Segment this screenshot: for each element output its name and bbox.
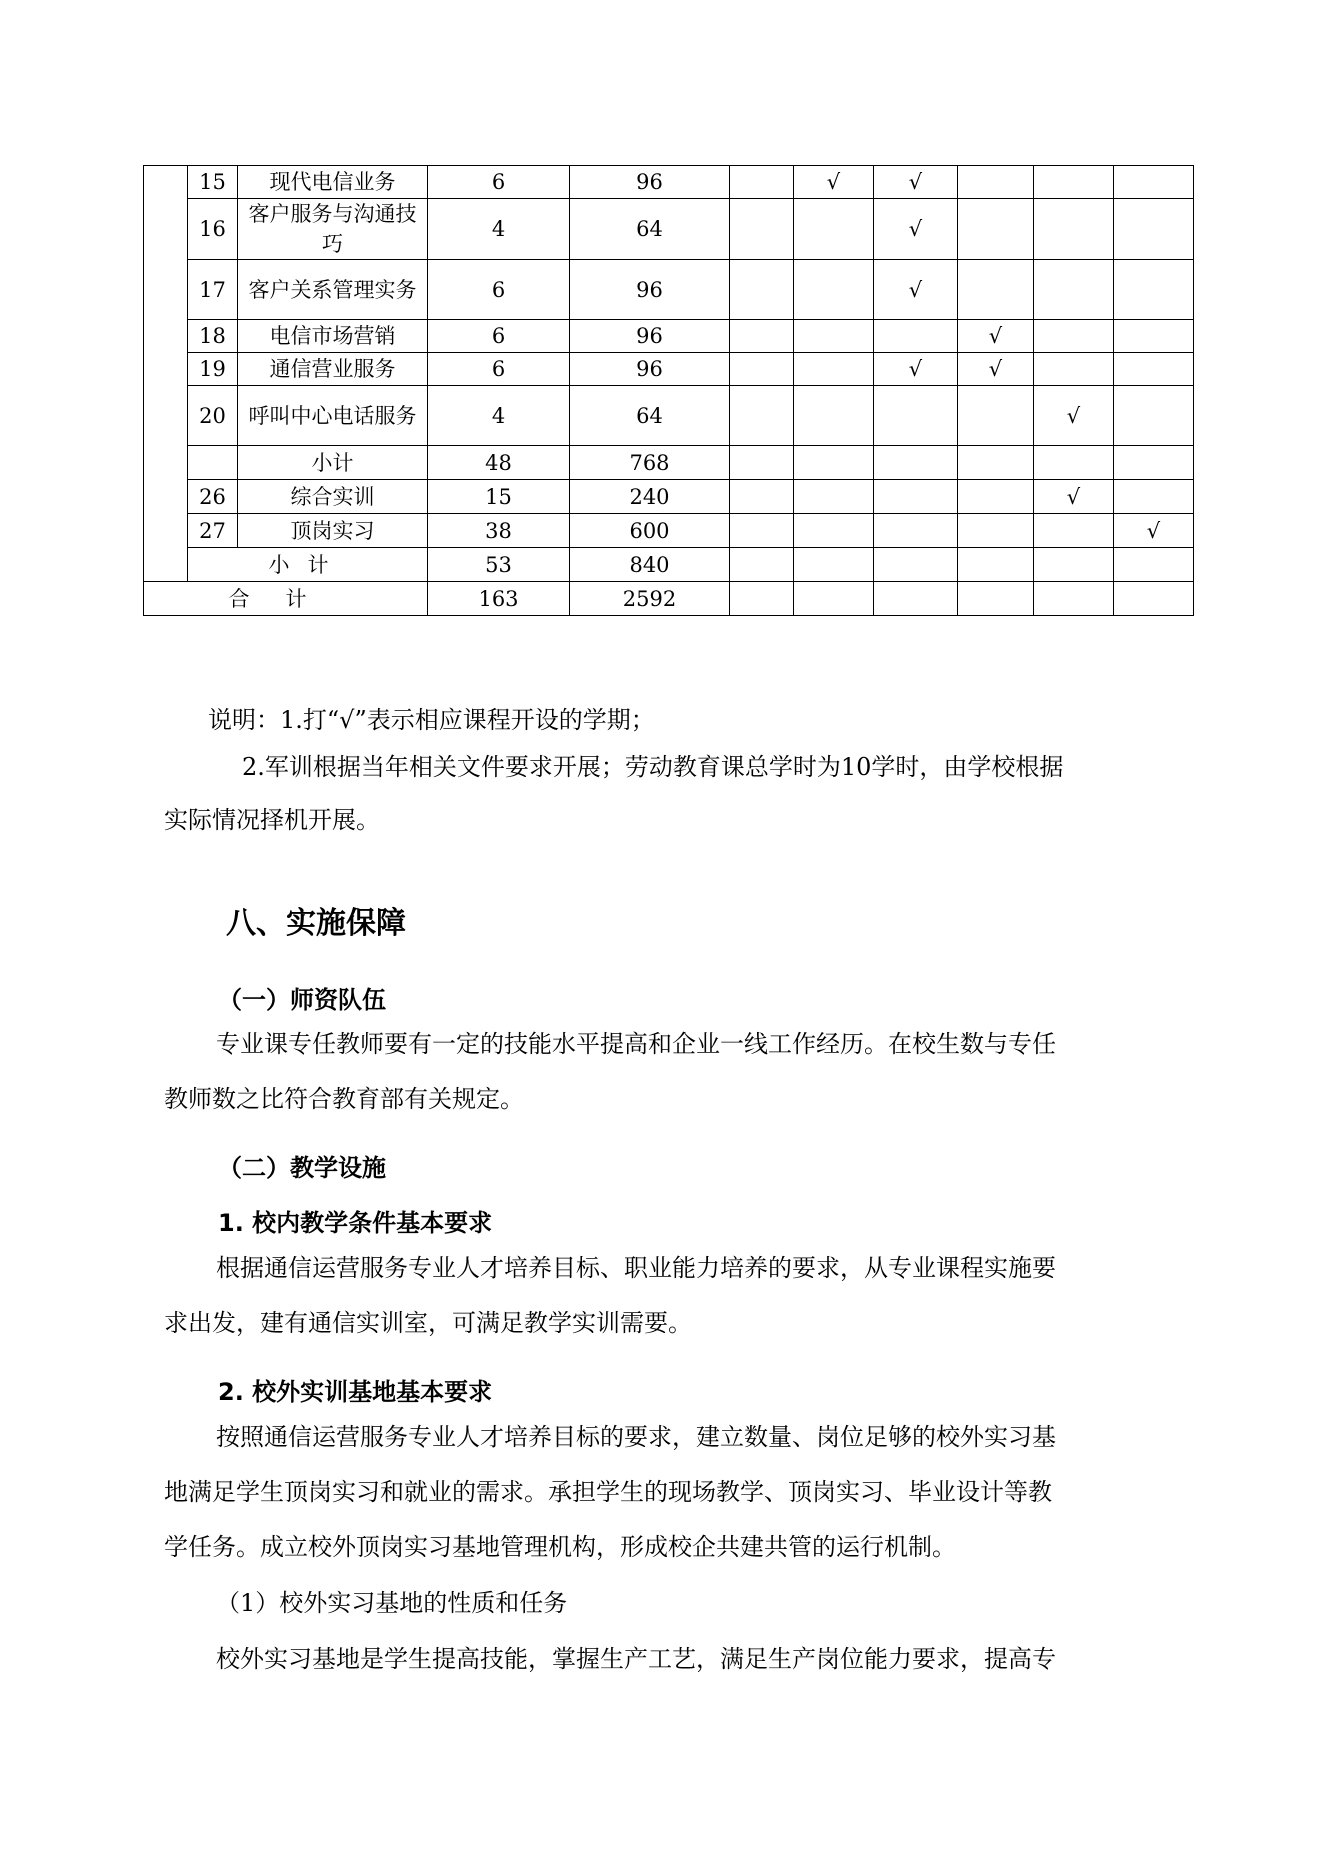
subsection-2-1-heading: 1. 校内教学条件基本要求 <box>218 1209 493 1237</box>
semester-cell <box>958 514 1034 548</box>
hours-cell: 64 <box>570 199 730 260</box>
credits-cell: 6 <box>428 320 570 353</box>
credits-cell: 53 <box>428 548 570 582</box>
semester-cell <box>730 514 794 548</box>
semester-cell <box>794 353 874 386</box>
credits-cell: 15 <box>428 480 570 514</box>
semester-cell <box>1114 480 1194 514</box>
semester-cell <box>1034 548 1114 582</box>
course-number-cell: 17 <box>188 260 238 320</box>
semester-cell: √ <box>958 320 1034 353</box>
table-row <box>144 514 1194 548</box>
credits-cell: 4 <box>428 386 570 446</box>
paragraph-line: 求出发，建有通信实训室，可满足教学实训需要。 <box>164 1309 692 1337</box>
note-1-text: 说明：1.打“√”表示相应课程开设的学期； <box>208 706 655 734</box>
semester-cell <box>958 480 1034 514</box>
semester-cell <box>958 548 1034 582</box>
table-row <box>144 480 1194 514</box>
credits-cell: 163 <box>428 582 570 616</box>
table-row <box>144 166 1194 199</box>
semester-cell <box>1034 166 1114 199</box>
course-number-cell: 16 <box>188 199 238 260</box>
semester-cell <box>794 548 874 582</box>
table-row <box>144 260 1194 320</box>
course-name-cell: 综合实训 <box>238 480 428 514</box>
course-number-cell: 19 <box>188 353 238 386</box>
semester-cell <box>1114 199 1194 260</box>
semester-cell <box>794 582 874 616</box>
semester-cell <box>794 320 874 353</box>
semester-cell <box>730 320 794 353</box>
paragraph-campus-facilities <box>216 1241 1056 1296</box>
hours-cell: 840 <box>570 548 730 582</box>
course-number-cell: 20 <box>188 386 238 446</box>
semester-cell: √ <box>1034 386 1114 446</box>
semester-cell <box>794 260 874 320</box>
subsection-2-2-1-heading <box>216 1576 567 1631</box>
semester-cell <box>794 514 874 548</box>
semester-cell: √ <box>1034 480 1114 514</box>
semester-cell: √ <box>874 260 958 320</box>
semester-cell <box>794 480 874 514</box>
paragraph-line: 地满足学生顶岗实习和就业的需求。承担学生的现场教学、顶岗实习、毕业设计等教 <box>164 1478 1052 1506</box>
semester-cell <box>730 260 794 320</box>
credits-cell: 38 <box>428 514 570 548</box>
semester-cell <box>730 386 794 446</box>
paragraph-line: （1）校外实习基地的性质和任务 <box>216 1589 568 1617</box>
semester-cell: √ <box>874 199 958 260</box>
semester-cell <box>1034 320 1114 353</box>
subsection-2-heading: （二）教学设施 <box>218 1154 386 1182</box>
semester-cell <box>730 582 794 616</box>
semester-cell <box>958 199 1034 260</box>
semester-cell <box>794 386 874 446</box>
section-8-heading: 八、实施保障 <box>226 906 406 941</box>
credits-cell: 6 <box>428 260 570 320</box>
note-2-line-1: 2.军训根据当年相关文件要求开展；劳动教育课总学时为10学时，由学校根据 <box>242 753 1064 781</box>
semester-cell: √ <box>874 353 958 386</box>
semester-cell <box>794 199 874 260</box>
table-row <box>144 353 1194 386</box>
credits-cell: 6 <box>428 353 570 386</box>
hours-cell: 2592 <box>570 582 730 616</box>
hours-cell: 96 <box>570 353 730 386</box>
table-row <box>144 386 1194 446</box>
semester-cell <box>958 166 1034 199</box>
total-label-cell: 合计 <box>144 582 428 616</box>
credits-cell: 48 <box>428 446 570 480</box>
category-cell <box>144 166 188 582</box>
note-2-line-2: 实际情况择机开展。 <box>164 806 380 834</box>
course-number-cell: 15 <box>188 166 238 199</box>
semester-cell: √ <box>794 166 874 199</box>
semester-cell <box>1034 199 1114 260</box>
semester-cell <box>874 480 958 514</box>
semester-cell <box>874 320 958 353</box>
credits-cell: 6 <box>428 166 570 199</box>
semester-cell <box>1034 353 1114 386</box>
table-note-2-cont <box>164 793 380 848</box>
semester-cell <box>1034 260 1114 320</box>
credits-cell: 4 <box>428 199 570 260</box>
subtotal-label-cell: 小计 <box>188 548 428 582</box>
semester-cell <box>730 480 794 514</box>
semester-cell <box>730 166 794 199</box>
semester-cell <box>730 353 794 386</box>
semester-cell <box>1034 446 1114 480</box>
paragraph-line: 专业课专任教师要有一定的技能水平提高和企业一线工作经历。在校生数与专任 <box>216 1030 1056 1058</box>
paragraph-line: 学任务。成立校外顶岗实习基地管理机构，形成校企共建共管的运行机制。 <box>164 1533 956 1561</box>
paragraph-teachers <box>216 1017 1056 1072</box>
semester-cell <box>1114 386 1194 446</box>
paragraph-external-base-cont <box>164 1465 1052 1575</box>
course-name-cell: 通信营业服务 <box>238 353 428 386</box>
semester-cell <box>1114 260 1194 320</box>
table-row <box>144 548 1194 582</box>
hours-cell: 240 <box>570 480 730 514</box>
semester-cell <box>874 582 958 616</box>
course-name-cell: 电信市场营销 <box>238 320 428 353</box>
semester-cell <box>1114 548 1194 582</box>
semester-cell <box>874 548 958 582</box>
course-name-cell: 客户服务与沟通技巧 <box>238 199 428 260</box>
course-name-cell: 客户关系管理实务 <box>238 260 428 320</box>
paragraph-base-nature <box>216 1632 1056 1687</box>
course-schedule-table <box>143 165 1194 616</box>
table-row <box>144 199 1194 260</box>
semester-cell <box>730 446 794 480</box>
paragraph-line: 按照通信运营服务专业人才培养目标的要求，建立数量、岗位足够的校外实习基 <box>216 1423 1056 1451</box>
hours-cell: 96 <box>570 260 730 320</box>
subsection-2-2-heading: 2. 校外实训基地基本要求 <box>218 1378 493 1406</box>
course-number-cell: 26 <box>188 480 238 514</box>
semester-cell <box>1114 446 1194 480</box>
semester-cell <box>874 446 958 480</box>
semester-cell <box>730 199 794 260</box>
semester-cell <box>958 260 1034 320</box>
hours-cell: 96 <box>570 166 730 199</box>
semester-cell <box>1114 166 1194 199</box>
hours-cell: 600 <box>570 514 730 548</box>
semester-cell <box>1114 353 1194 386</box>
semester-cell <box>1034 582 1114 616</box>
course-number-cell: 18 <box>188 320 238 353</box>
hours-cell: 64 <box>570 386 730 446</box>
semester-cell <box>1034 514 1114 548</box>
semester-cell <box>1114 582 1194 616</box>
semester-cell <box>874 386 958 446</box>
semester-cell <box>958 446 1034 480</box>
semester-cell: √ <box>958 353 1034 386</box>
subtotal-label-cell: 小计 <box>238 446 428 480</box>
semester-cell <box>730 548 794 582</box>
hours-cell: 96 <box>570 320 730 353</box>
semester-cell <box>1114 320 1194 353</box>
table-row <box>144 446 1194 480</box>
course-name-cell: 现代电信业务 <box>238 166 428 199</box>
paragraph-teachers-cont <box>164 1072 524 1127</box>
semester-cell: √ <box>874 166 958 199</box>
semester-cell <box>958 582 1034 616</box>
semester-cell <box>958 386 1034 446</box>
semester-cell: √ <box>1114 514 1194 548</box>
empty-number-cell <box>188 446 238 480</box>
paragraph-line: 教师数之比符合教育部有关规定。 <box>164 1085 524 1113</box>
paragraph-line: 校外实习基地是学生提高技能，掌握生产工艺，满足生产岗位能力要求，提高专 <box>216 1645 1056 1673</box>
paragraph-campus-facilities-cont <box>164 1296 692 1351</box>
course-name-cell: 呼叫中心电话服务 <box>238 386 428 446</box>
table-row <box>144 320 1194 353</box>
semester-cell <box>794 446 874 480</box>
paragraph-line: 根据通信运营服务专业人才培养目标、职业能力培养的要求，从专业课程实施要 <box>216 1254 1056 1282</box>
subsection-1-heading: （一）师资队伍 <box>218 986 386 1014</box>
course-number-cell: 27 <box>188 514 238 548</box>
semester-cell <box>874 514 958 548</box>
course-name-cell: 顶岗实习 <box>238 514 428 548</box>
paragraph-external-base <box>216 1410 1056 1465</box>
table-note-2 <box>242 740 1063 795</box>
hours-cell: 768 <box>570 446 730 480</box>
table-row <box>144 582 1194 616</box>
